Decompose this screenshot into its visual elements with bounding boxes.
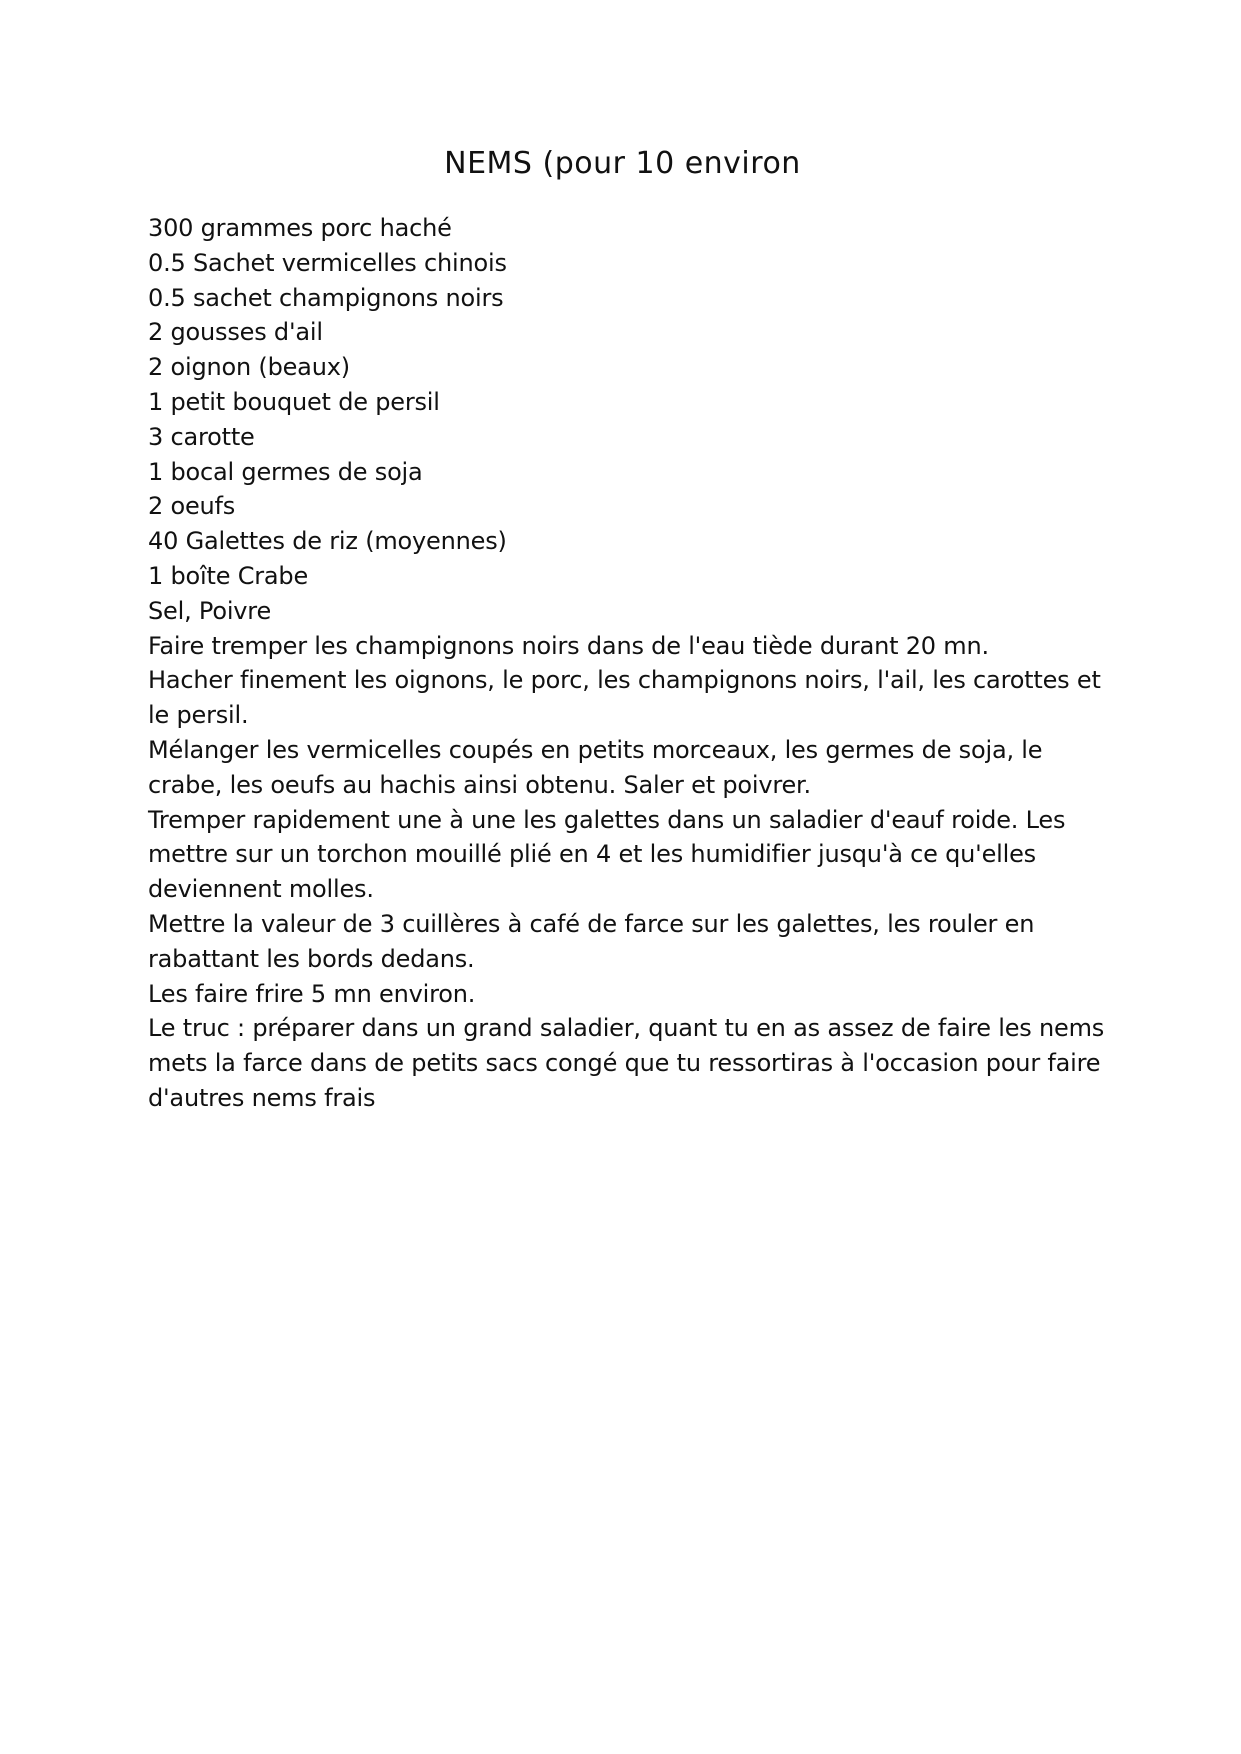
ingredient-line: 2 oignon (beaux)	[148, 353, 350, 382]
step-paragraph: Le truc : préparer dans un grand saladier, quant tu en as assez de faire les nems mets la farce dans de petits sacs congé que tu ressortiras à l'occasion pour faire d'autres nems frais	[148, 1014, 1105, 1112]
recipe-title: NEMS (pour 10 environ	[444, 146, 801, 181]
step-paragraph: Mélanger les vermicelles coupés en petits morceaux, les germes de soja, le crabe, les oeufs au hachis ainsi obtenu. Saler et poivrer.	[148, 735, 1043, 799]
ingredient-line: 3 carotte	[148, 422, 255, 451]
ingredient-line: 0.5 Sachet vermicelles chinois	[148, 248, 507, 277]
ingredient-line: 1 bocal germes de soja	[148, 457, 423, 486]
ingredient-line: 0.5 sachet champignons noirs	[148, 283, 504, 312]
step-paragraph: Mettre la valeur de 3 cuillères à café de farce sur les galettes, les rouler en rabattant les bords dedans.	[148, 909, 1035, 973]
ingredient-line: 2 gousses d'ail	[148, 318, 323, 347]
step-paragraph: Faire tremper les champignons noirs dans de l'eau tiède durant 20 mn.	[148, 631, 989, 660]
ingredient-line: Sel, Poivre	[148, 596, 272, 625]
step-paragraph: Tremper rapidement une à une les galettes dans un saladier d'eauf roide. Les mettre sur un torchon mouillé plié en 4 et les humidifier jusqu'à ce qu'elles deviennent molles.	[148, 805, 1066, 904]
ingredient-line: 1 boîte Crabe	[148, 561, 309, 590]
step-paragraph: Hacher finement les oignons, le porc, les champignons noirs, l'ail, les carottes et le persil.	[148, 666, 1101, 730]
ingredient-line: 40 Galettes de riz (moyennes)	[148, 527, 507, 556]
ingredient-line: 2 oeufs	[148, 492, 236, 521]
ingredient-line: 1 petit bouquet de persil	[148, 387, 440, 416]
step-paragraph: Les faire frire 5 mn environ.	[148, 979, 476, 1008]
ingredient-line: 300 grammes porc haché	[148, 214, 452, 242]
recipe-body	[148, 211, 1108, 1116]
